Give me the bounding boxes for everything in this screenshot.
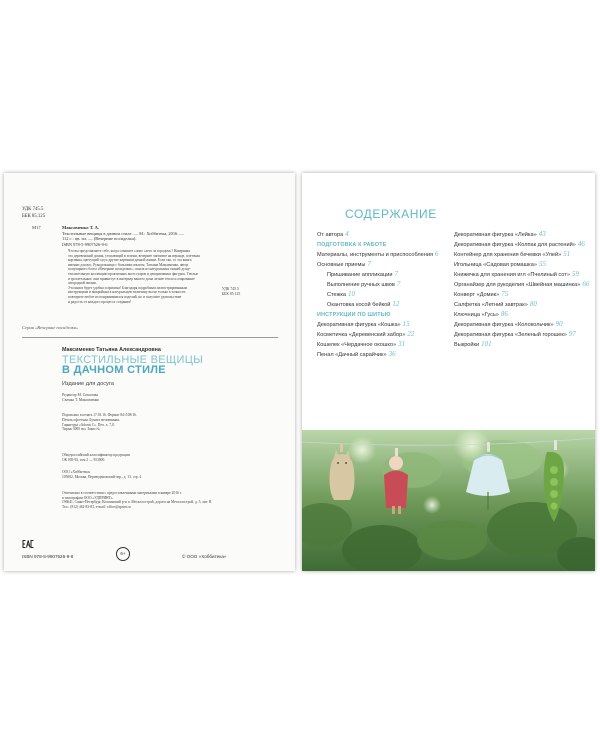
page-number: 59 — [571, 269, 579, 278]
annotation-line: Что вы представляете себе, когда слышите слово «лето за городом»? Наверняка — [68, 249, 190, 253]
publisher-line: ООО «Хоббитека» — [62, 470, 91, 474]
toc-entry[interactable]: Ключница «Гусь» 86 — [454, 309, 508, 318]
classifier-info — [62, 453, 130, 463]
toc-entry[interactable]: Декоративная фигурка «Лейка» 43 — [454, 230, 546, 238]
udk-code: УДК 745.5 — [222, 287, 239, 291]
toc-entry[interactable]: Пенал «Дачный сарайчик» 36 — [317, 350, 396, 359]
page-number: 36 — [388, 350, 396, 359]
author-mark: М17 — [32, 225, 41, 230]
toc-section-heading: ИНСТРУКЦИИ ПО ШИТЬЮ — [317, 311, 391, 318]
toc-entry[interactable]: Контейнер для хранения бечевки «Улей» 51 — [454, 249, 571, 258]
page-number: 101 — [481, 339, 492, 348]
print-line: Подписано в печать 17.03.16. Формат 84×108/16. — [62, 413, 137, 417]
copyright: © ООО «Хоббитека» — [182, 554, 227, 559]
toc-entry[interactable]: Органайзер для рукоделия «Швейная машинка» 66 — [454, 279, 590, 288]
annotation-line: загородной жизни. — [68, 281, 97, 286]
annotation-line: повторите любое из понравившихся изделий, но и получите удовольствие — [68, 294, 182, 299]
printer-line: 196641, Санкт-Петербург, Колпинский р-н п. Металлострой, дорога на Металлострой, д. 5, лит. В — [62, 500, 212, 505]
catalog-line: Текстильные вещицы в дачном стиле. — М.: Хоббитека, 2016. — — [62, 231, 184, 236]
page-number: 12 — [392, 300, 400, 309]
toc-subentry[interactable]: Окантовка косой бейкой 12 — [327, 300, 400, 309]
page-number: 6 — [435, 250, 439, 259]
toc-title: СОДЕРЖАНИЕ — [345, 207, 437, 221]
page-number: 51 — [563, 249, 571, 258]
page-number: 7 — [367, 260, 371, 269]
toc-entry[interactable]: Кошелек «Чердачное окошко» 31 — [317, 340, 406, 349]
annotation-line: инструкциям и выкройкам в натуральную величину вы не только в точности — [68, 290, 186, 295]
title-line-1: ТЕКСТИЛЬНЫЕ ВЕЩИЦЫ — [62, 354, 204, 366]
annotation-line: теплительную коллекцию практичных аксессуаров и декоративных фигурок. Теплые — [68, 271, 199, 276]
printer-line: Тел.: (812) 462-83-83, e-mail: office@aprint.ru — [62, 504, 131, 509]
page-number: 7 — [394, 270, 398, 279]
series-name: Серия «Вечерние посиделки» — [22, 325, 79, 330]
toc-entry[interactable]: Косметичка «Деревенский забор» 22 — [317, 330, 415, 339]
book-title — [62, 355, 203, 375]
udk-code: УДК 745.5 — [22, 207, 44, 212]
toc-entry[interactable]: Конверт «Домик» 75 — [454, 289, 509, 298]
bbk-code: ББК 85.125 — [222, 291, 241, 296]
catalog-line: ISBN 978-5-9907526-9-6 — [62, 241, 108, 247]
page-number: 97 — [568, 329, 576, 338]
page-number: 46 — [577, 239, 585, 248]
imprint-page — [4, 173, 295, 571]
page-number: 43 — [538, 230, 546, 238]
toc-entry[interactable]: Декоративная фигурка «Колпак для растений» 46 — [454, 239, 585, 248]
catalog-author: Максименко Т. А. — [62, 225, 100, 230]
annotation-line: это деревенский домик, утопающий в зелени, вечернее чаепитие на веранде, плетеная — [68, 253, 200, 258]
printer-line: в типографии ООО «УДПРИНТ». — [62, 495, 114, 500]
page-number: 31 — [398, 340, 406, 349]
photo-credit: Съемка Т. Максименко — [62, 398, 100, 402]
edition-note: Издание для досуга — [62, 381, 114, 387]
annotation-line: популярного блога «Вечерние посиделки», сшила из натуральных тканей душу- — [68, 267, 191, 272]
page-number: 80 — [529, 299, 537, 308]
toc-entry[interactable]: Материалы, инструменты и приспособления 6 — [317, 250, 439, 259]
print-line: Тираж 3000 экз. Заказ № — [62, 427, 100, 432]
toc-entry[interactable]: Салфетка «Летний завтрак» 80 — [454, 299, 537, 308]
classifier-line: Общероссийский классификатор продукции — [62, 453, 130, 457]
toc-section-heading: ПОДГОТОВКА К РАБОТЕ — [317, 241, 387, 248]
page-number: 66 — [582, 279, 590, 288]
page-number: 10 — [348, 290, 356, 299]
publisher-info — [62, 470, 141, 479]
publisher-line: 105082, Москва, Переведеновский пер., д. 13, стр. 4 — [62, 474, 142, 479]
catalog-line: 112 с.: цв. ил. — (Вечерние посиделки). — [62, 236, 137, 242]
classification-codes-repeat — [222, 287, 240, 296]
annotation-line: Эта книга будет удобна и приятна! Благодаря подробным иллюстрированным — [68, 285, 188, 290]
toc-entry[interactable]: Декоративная фигурка «Зеленый горошек» 97 — [454, 329, 576, 338]
print-line: Печать офсетная. Бумага мелованная. — [62, 417, 120, 422]
page-number: 86 — [500, 309, 508, 318]
bbk-code: ББК 85.125 — [22, 213, 46, 219]
divider — [22, 337, 278, 338]
toc-left-column — [317, 231, 457, 361]
catalog-record — [62, 225, 252, 247]
author-full-name: Максименко Татьяна Александровна — [62, 347, 161, 353]
page-number: 4 — [345, 230, 349, 238]
annotation-line: и трогательные, они привнесут в интерьер вашего дома летнее тепло и очарование — [68, 276, 195, 281]
toc-entry[interactable]: Декоративная фигурка «Кошка» 15 — [317, 320, 410, 329]
age-rating-badge: 6+ — [116, 547, 130, 561]
page-number: 22 — [407, 330, 415, 339]
page-number: 90 — [555, 319, 563, 328]
toc-subentry[interactable]: Выполнение ручных швов 7 — [327, 280, 401, 289]
classifier-line: ОК 005-93, том 2 — 953000. — [62, 457, 106, 462]
toc-entry[interactable]: От автора 4 — [317, 230, 349, 238]
editor-credit: Редактор М. Соколова — [62, 393, 98, 397]
annotation-line: именно для вас. Рукодельница с большим опытом, Татьяна Максименко, автор — [68, 262, 189, 267]
toc-subentry[interactable]: Пришивание аппликации 7 — [327, 270, 398, 279]
toc-subentry[interactable]: Стежка 10 — [327, 290, 356, 299]
toc-entry[interactable]: Игольница «Садовая ромашка» 55 — [454, 259, 546, 268]
toc-entry[interactable]: Выкройки 101 — [454, 339, 492, 348]
annotation-line: корзинка, цветущий сад и другие картинки дачной жизни. Если так, то эта книга — [68, 258, 192, 263]
garden-clothesline-photo — [302, 430, 595, 571]
page-number: 75 — [501, 289, 509, 298]
page-number: 15 — [402, 320, 410, 329]
print-info — [62, 413, 137, 432]
toc-entry[interactable]: Книжечка для хранения игл «Пчелиный сот» 59 — [454, 269, 579, 278]
credits — [62, 393, 99, 403]
page-number: 7 — [396, 280, 401, 289]
eac-mark-icon — [22, 539, 34, 549]
toc-entry[interactable]: Декоративная фигурка «Колокольчик» 90 — [454, 319, 563, 328]
title-line-2: В ДАЧНОМ СТИЛЕ — [62, 364, 166, 376]
contents-page — [302, 173, 595, 571]
printer-info — [62, 491, 211, 509]
printer-line: Отпечатано в соответствии с предоставленными материалами в январе 2016 г. — [62, 491, 182, 495]
print-line: Гарнитура «Adonis C». Печ. л. 7,0. — [62, 422, 115, 427]
toc-entry[interactable]: Основные приемы 7 — [317, 260, 371, 269]
toc-right-column — [454, 231, 594, 351]
classification-codes — [22, 207, 45, 220]
isbn: ISBN 978-5-9907526-9-6 — [22, 554, 74, 559]
annotation-line: и радость от каждого процесса создания! — [68, 299, 132, 304]
page-number: 55 — [538, 259, 546, 268]
